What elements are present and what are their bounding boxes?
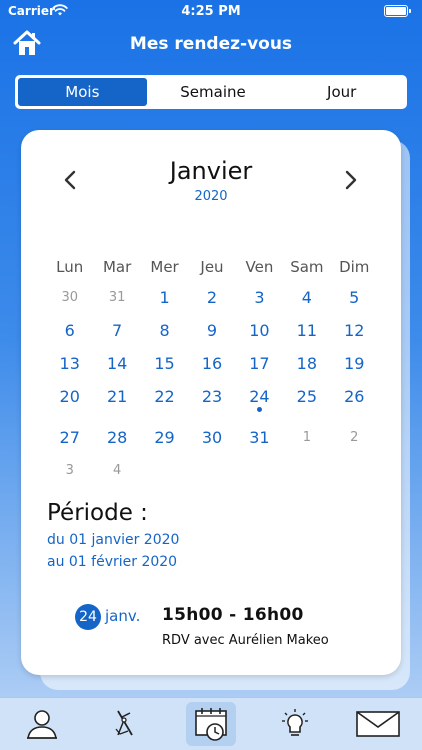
calendar-day-number: 4 [301, 288, 312, 307]
calendar-day[interactable] [46, 459, 93, 492]
calendar-day-number: 15 [154, 354, 175, 373]
year-label: 2020 [194, 189, 228, 204]
calendar-day-number: 20 [59, 387, 80, 406]
calendar-day-number: 12 [344, 321, 365, 340]
calendar-day[interactable] [141, 385, 188, 426]
tab-jour[interactable]: Jour [327, 83, 357, 101]
calendar-day-number: 8 [159, 321, 170, 340]
calendar-day[interactable] [236, 385, 283, 426]
weekday-label: Jeu [200, 258, 224, 276]
calendar-day[interactable] [283, 426, 330, 459]
calendar-day-number: 16 [201, 354, 223, 373]
tab-mois[interactable]: Mois [18, 78, 147, 106]
calendar-day-number: 31 [249, 428, 270, 447]
calendar-day[interactable] [236, 286, 283, 319]
next-month-button[interactable] [339, 168, 363, 192]
appointment-time[interactable]: 15h00 - 16h00 [162, 605, 304, 625]
weekday-label: Mar [102, 258, 132, 276]
calendar-day[interactable] [188, 385, 235, 426]
calendar-day-number: 31 [108, 290, 126, 305]
calendar-day-number: 19 [344, 354, 365, 373]
calendar-day-number: 30 [201, 428, 223, 447]
tab-semaine[interactable]: Semaine [180, 83, 246, 101]
page-title: Mes rendez-vous [129, 34, 293, 54]
mail-icon [355, 709, 401, 739]
weekday-label: Dim [339, 258, 370, 276]
calendar-day-number: 17 [249, 354, 270, 373]
calendar-day[interactable] [236, 426, 283, 459]
calendar-day-number: 27 [59, 428, 80, 447]
calendar-day[interactable] [141, 286, 188, 319]
calendar-day[interactable] [188, 286, 235, 319]
calendar-day-number: 9 [206, 321, 218, 340]
calendar-day-number: 1 [302, 430, 311, 445]
calendar-day[interactable] [331, 385, 378, 426]
calendar-day-number: 25 [296, 387, 318, 406]
event-indicator-dot [257, 407, 262, 412]
calendar-day[interactable] [141, 319, 188, 352]
calendar-day-number: 3 [65, 463, 74, 478]
tab-appointments[interactable] [186, 702, 236, 746]
calendar-day-number: 21 [106, 387, 128, 406]
calendar-day[interactable] [188, 426, 235, 459]
chevron-right-icon [344, 170, 358, 190]
appointment-month: janv. [105, 607, 141, 625]
calendar-day-number: 18 [296, 354, 318, 373]
calendar-day-number: 11 [296, 321, 318, 340]
calendar-day-number: 7 [112, 321, 123, 340]
tab-messages[interactable] [353, 702, 403, 746]
calendar-day-number: 5 [349, 288, 360, 307]
status-bar [0, 0, 422, 24]
calendar-clock-icon [191, 705, 231, 743]
calendar-day[interactable] [93, 319, 140, 352]
calendar-day[interactable] [46, 319, 93, 352]
calendar-day-number: 13 [59, 354, 80, 373]
battery-icon [384, 5, 408, 17]
calendar-day[interactable] [46, 352, 93, 385]
header [0, 26, 422, 66]
appointment-day-badge[interactable]: 24 [75, 604, 101, 630]
calendar-day-number: 14 [106, 354, 128, 373]
tab-directions[interactable] [100, 702, 150, 746]
user-icon [25, 707, 59, 741]
calendar-day[interactable] [236, 352, 283, 385]
calendar-day-number: 22 [154, 387, 175, 406]
calendar-day-number: 28 [106, 428, 128, 447]
periode-title: Période : [47, 500, 148, 526]
periode-to: au 01 février 2020 [47, 554, 178, 570]
calendar-day[interactable] [46, 385, 93, 426]
calendar-day[interactable] [188, 352, 235, 385]
tab-profile[interactable] [17, 702, 67, 746]
calendar-day[interactable] [331, 426, 378, 459]
calendar-day[interactable] [46, 286, 93, 319]
calendar-day-number: 3 [254, 288, 265, 307]
bottom-tab-bar [0, 697, 422, 750]
weekday-header [46, 258, 378, 276]
calendar-day[interactable] [93, 385, 140, 426]
calendar-grid [46, 286, 378, 492]
calendar-day-number: 2 [206, 288, 218, 307]
view-segmented-control [15, 75, 407, 109]
calendar-day[interactable] [283, 286, 330, 319]
calendar-day[interactable] [141, 426, 188, 459]
weekday-label: Mer [150, 258, 179, 276]
calendar-day-number: 6 [64, 321, 75, 340]
carrier-label: Carrier [8, 4, 55, 18]
clock: 4:25 PM [181, 4, 241, 19]
weekday-label: Ven [245, 258, 274, 276]
tab-ideas[interactable] [270, 702, 320, 746]
calendar-day-number: 10 [249, 321, 270, 340]
weekday-label: Sam [290, 258, 324, 276]
calendar-day[interactable] [283, 385, 330, 426]
periode-from: du 01 janvier 2020 [47, 532, 180, 548]
calendar-day[interactable] [93, 459, 140, 492]
calendar-day-number: 30 [61, 290, 78, 305]
calendar-day-number: 23 [201, 387, 223, 406]
calendar-day[interactable] [331, 286, 378, 319]
compass-icon [108, 707, 142, 741]
calendar-day[interactable] [93, 286, 140, 319]
calendar-day[interactable] [188, 319, 235, 352]
calendar-day[interactable] [93, 426, 140, 459]
calendar-day[interactable] [93, 352, 140, 385]
calendar-day[interactable] [283, 352, 330, 385]
calendar-card [21, 130, 401, 675]
calendar-day[interactable] [331, 352, 378, 385]
calendar-day-number: 24 [249, 387, 270, 406]
calendar-day-number: 2 [350, 430, 359, 445]
calendar-day-number: 1 [159, 288, 170, 307]
calendar-day-number: 29 [154, 428, 175, 447]
calendar-day-number: 26 [344, 387, 365, 406]
month-name: Janvier [169, 157, 253, 185]
calendar-day[interactable] [141, 352, 188, 385]
calendar-day[interactable] [236, 319, 283, 352]
calendar-day[interactable] [283, 319, 330, 352]
calendar-day-number: 4 [112, 463, 122, 478]
calendar-day[interactable] [46, 426, 93, 459]
lightbulb-icon [278, 707, 312, 741]
appointment-description[interactable]: RDV avec Aurélien Makeo [162, 633, 329, 648]
weekday-label: Lun [56, 258, 84, 276]
calendar-day[interactable] [331, 319, 378, 352]
